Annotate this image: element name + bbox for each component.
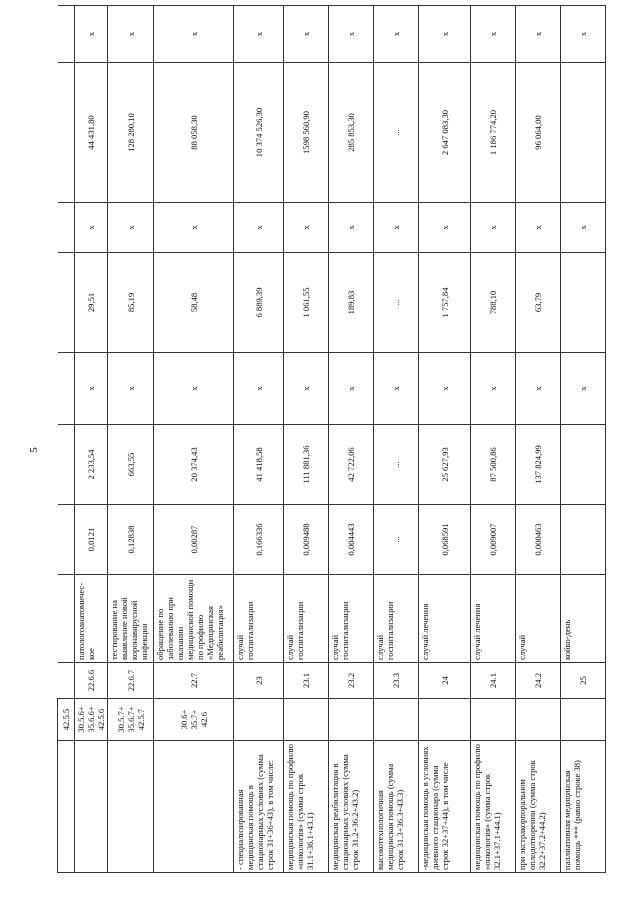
row-label: медицинская реабилитация в стационарных условиях (сумма строк 31.2+36.2+43.2) bbox=[329, 741, 374, 873]
row-col7: х bbox=[471, 353, 516, 425]
row-unit: случай bbox=[516, 575, 561, 663]
row-cost: 137 824,99 bbox=[516, 425, 561, 505]
row-col9: х bbox=[329, 203, 374, 253]
row-unit: случай лечения bbox=[471, 575, 516, 663]
fragment-cell bbox=[58, 63, 75, 203]
row-col9: х bbox=[419, 203, 471, 253]
row-cost: 25 627,93 bbox=[419, 425, 471, 505]
row-total: 1598 560,90 bbox=[284, 63, 329, 203]
row-col7: х bbox=[284, 353, 329, 425]
row-unit: обращение по заболеванию при оказании медицинской помощи по профилю «Медицинская реабилитация» bbox=[154, 575, 234, 663]
row-unit: случай лечения bbox=[419, 575, 471, 663]
table-row bbox=[561, 6, 606, 873]
row-col11: х bbox=[471, 6, 516, 63]
row-norm: 0,12838 bbox=[108, 505, 154, 575]
row-col11: х bbox=[561, 6, 606, 63]
row-unit: патологоанатомичес-кое bbox=[75, 575, 108, 663]
row-label: высокотехнологичная медицинская помощь (сумма строк 31.3+36.3+43.3) bbox=[374, 741, 419, 873]
row-norm: 0,000463 bbox=[516, 505, 561, 575]
table-row bbox=[374, 6, 419, 873]
row-norm: 0,0121 bbox=[75, 505, 108, 575]
row-per-capita: 29,51 bbox=[75, 253, 108, 353]
page-number: 5 bbox=[28, 447, 40, 453]
row-col9: х bbox=[374, 203, 419, 253]
fragment-cell bbox=[58, 253, 75, 353]
row-col11: х bbox=[329, 6, 374, 63]
row-col7: х bbox=[374, 353, 419, 425]
row-col11: х bbox=[154, 6, 234, 63]
row-unit: тестирование на выявление новой коронавирусной инфекции bbox=[108, 575, 154, 663]
row-codes bbox=[561, 699, 606, 741]
row-norm: ... bbox=[374, 505, 419, 575]
row-unit: случай госпитализации bbox=[284, 575, 329, 663]
table-header-fragment bbox=[58, 6, 75, 873]
row-col7: х bbox=[108, 353, 154, 425]
row-cost: 20 374,43 bbox=[154, 425, 234, 505]
row-col9: х bbox=[284, 203, 329, 253]
row-codes bbox=[234, 699, 284, 741]
fragment-cell bbox=[58, 425, 75, 505]
row-label: -медицинская помощь в условиях дневного стационара (сумма строк 32+37+44), в том числе bbox=[419, 741, 471, 873]
row-col9: х bbox=[561, 203, 606, 253]
row-cost: 2 233,54 bbox=[75, 425, 108, 505]
row-total: 2 647 083,30 bbox=[419, 63, 471, 203]
row-total bbox=[561, 63, 606, 203]
row-norm: 0,166336 bbox=[234, 505, 284, 575]
row-col11: х bbox=[284, 6, 329, 63]
fragment-code: 42.5.5 bbox=[58, 699, 75, 741]
row-line-number: 22.6.6 bbox=[75, 663, 108, 699]
row-cost: 663,55 bbox=[108, 425, 154, 505]
fragment-cell bbox=[58, 575, 75, 663]
row-col9: х bbox=[471, 203, 516, 253]
row-cost: 41 418,58 bbox=[234, 425, 284, 505]
row-col9: х bbox=[516, 203, 561, 253]
row-col9: х bbox=[75, 203, 108, 253]
row-per-capita: 788,10 bbox=[471, 253, 516, 353]
row-col7: х bbox=[329, 353, 374, 425]
row-cost: 87 500,86 bbox=[471, 425, 516, 505]
row-codes bbox=[374, 699, 419, 741]
rotated-table-container bbox=[57, 6, 588, 873]
row-per-capita: 63,79 bbox=[516, 253, 561, 353]
row-total: 285 853,30 bbox=[329, 63, 374, 203]
row-norm: 0,009488 bbox=[284, 505, 329, 575]
row-unit: случай госпитализации bbox=[374, 575, 419, 663]
row-cost: ... bbox=[374, 425, 419, 505]
row-total: 44 431,80 bbox=[75, 63, 108, 203]
row-total: 88 058,30 bbox=[154, 63, 234, 203]
row-codes bbox=[471, 699, 516, 741]
row-col11: х bbox=[374, 6, 419, 63]
row-unit: случай госпитализации bbox=[234, 575, 284, 663]
table-row bbox=[329, 6, 374, 873]
row-codes bbox=[419, 699, 471, 741]
row-col7: х bbox=[561, 353, 606, 425]
row-col7: х bbox=[234, 353, 284, 425]
row-label: паллиативная медицинская помощь *** (равно строке 38) bbox=[561, 741, 606, 873]
row-label: медицинская помощь по профилю «онкология» (сумма строк 31.1+36.1+43.1) bbox=[284, 741, 329, 873]
row-col9: х bbox=[108, 203, 154, 253]
row-per-capita: 85,19 bbox=[108, 253, 154, 353]
row-per-capita: 58,48 bbox=[154, 253, 234, 353]
funding-table bbox=[57, 5, 606, 873]
row-label: при экстракорпоральном оплодотворении (сумма строк 32.2+37.2+44.2) bbox=[516, 741, 561, 873]
table-row bbox=[234, 6, 284, 873]
row-norm: 0,004443 bbox=[329, 505, 374, 575]
row-col11: х bbox=[108, 6, 154, 63]
row-unit: койко-день bbox=[561, 575, 606, 663]
table-row bbox=[108, 6, 154, 873]
row-col9: х bbox=[234, 203, 284, 253]
row-line-number: 23.3 bbox=[374, 663, 419, 699]
row-line-number: 24.2 bbox=[516, 663, 561, 699]
fragment-cell bbox=[58, 203, 75, 253]
row-cost: 42 722,06 bbox=[329, 425, 374, 505]
table-row bbox=[284, 6, 329, 873]
row-cost bbox=[561, 425, 606, 505]
row-col11: х bbox=[419, 6, 471, 63]
row-line-number: 22.6.7 bbox=[108, 663, 154, 699]
row-norm: 0,068591 bbox=[419, 505, 471, 575]
row-label bbox=[75, 741, 108, 873]
row-col11: х bbox=[234, 6, 284, 63]
fragment-cell bbox=[58, 741, 75, 873]
row-line-number: 24 bbox=[419, 663, 471, 699]
row-line-number: 25 bbox=[561, 663, 606, 699]
row-col7: х bbox=[154, 353, 234, 425]
row-col11: х bbox=[516, 6, 561, 63]
row-per-capita: ... bbox=[374, 253, 419, 353]
row-norm: 0,00287 bbox=[154, 505, 234, 575]
row-total: ... bbox=[374, 63, 419, 203]
row-col7: х bbox=[75, 353, 108, 425]
row-total: 1 186 774,20 bbox=[471, 63, 516, 203]
row-col7: х bbox=[516, 353, 561, 425]
row-line-number: 23 bbox=[234, 663, 284, 699]
fragment-cell bbox=[58, 6, 75, 63]
row-label: медицинская помощь по профилю «онкология» (сумма строк 32.1+37.1+44.1) bbox=[471, 741, 516, 873]
row-per-capita: 1 757,84 bbox=[419, 253, 471, 353]
row-norm: 0,009007 bbox=[471, 505, 516, 575]
row-total: 128 280,10 bbox=[108, 63, 154, 203]
row-codes bbox=[284, 699, 329, 741]
row-per-capita: 6 889,39 bbox=[234, 253, 284, 353]
row-col11: х bbox=[75, 6, 108, 63]
row-codes: 30.5.7+ 35.6.7+ 42.5.7 bbox=[108, 699, 154, 741]
row-line-number: 23.1 bbox=[284, 663, 329, 699]
row-line-number: 23.2 bbox=[329, 663, 374, 699]
row-per-capita bbox=[561, 253, 606, 353]
row-codes bbox=[516, 699, 561, 741]
row-line-number: 24.1 bbox=[471, 663, 516, 699]
row-codes: 30.5.6+ 35.6.6+ 42.5.6 bbox=[75, 699, 108, 741]
row-norm bbox=[561, 505, 606, 575]
table-row bbox=[419, 6, 471, 873]
row-total: 96 064,00 bbox=[516, 63, 561, 203]
row-label bbox=[108, 741, 154, 873]
table-row bbox=[471, 6, 516, 873]
row-codes bbox=[329, 699, 374, 741]
row-cost: 111 881,36 bbox=[284, 425, 329, 505]
row-per-capita: 189,83 bbox=[329, 253, 374, 353]
row-line-number: 22.7 bbox=[154, 663, 234, 699]
fragment-cell bbox=[58, 353, 75, 425]
row-codes: 30.6+ 35.7+ 42.6 bbox=[154, 699, 234, 741]
fragment-cell bbox=[58, 505, 75, 575]
table-row bbox=[516, 6, 561, 873]
row-label: - специализированная медицинская помощь в стационарных условиях (сумма строк 31+36+43), в том числе: bbox=[234, 741, 284, 873]
row-label bbox=[154, 741, 234, 873]
table-row bbox=[154, 6, 234, 873]
table-row bbox=[75, 6, 108, 873]
row-col9: х bbox=[154, 203, 234, 253]
row-total: 10 374 526,30 bbox=[234, 63, 284, 203]
row-per-capita: 1 061,55 bbox=[284, 253, 329, 353]
fragment-cell bbox=[58, 663, 75, 699]
row-unit: случай госпитализации bbox=[329, 575, 374, 663]
row-col7: х bbox=[419, 353, 471, 425]
